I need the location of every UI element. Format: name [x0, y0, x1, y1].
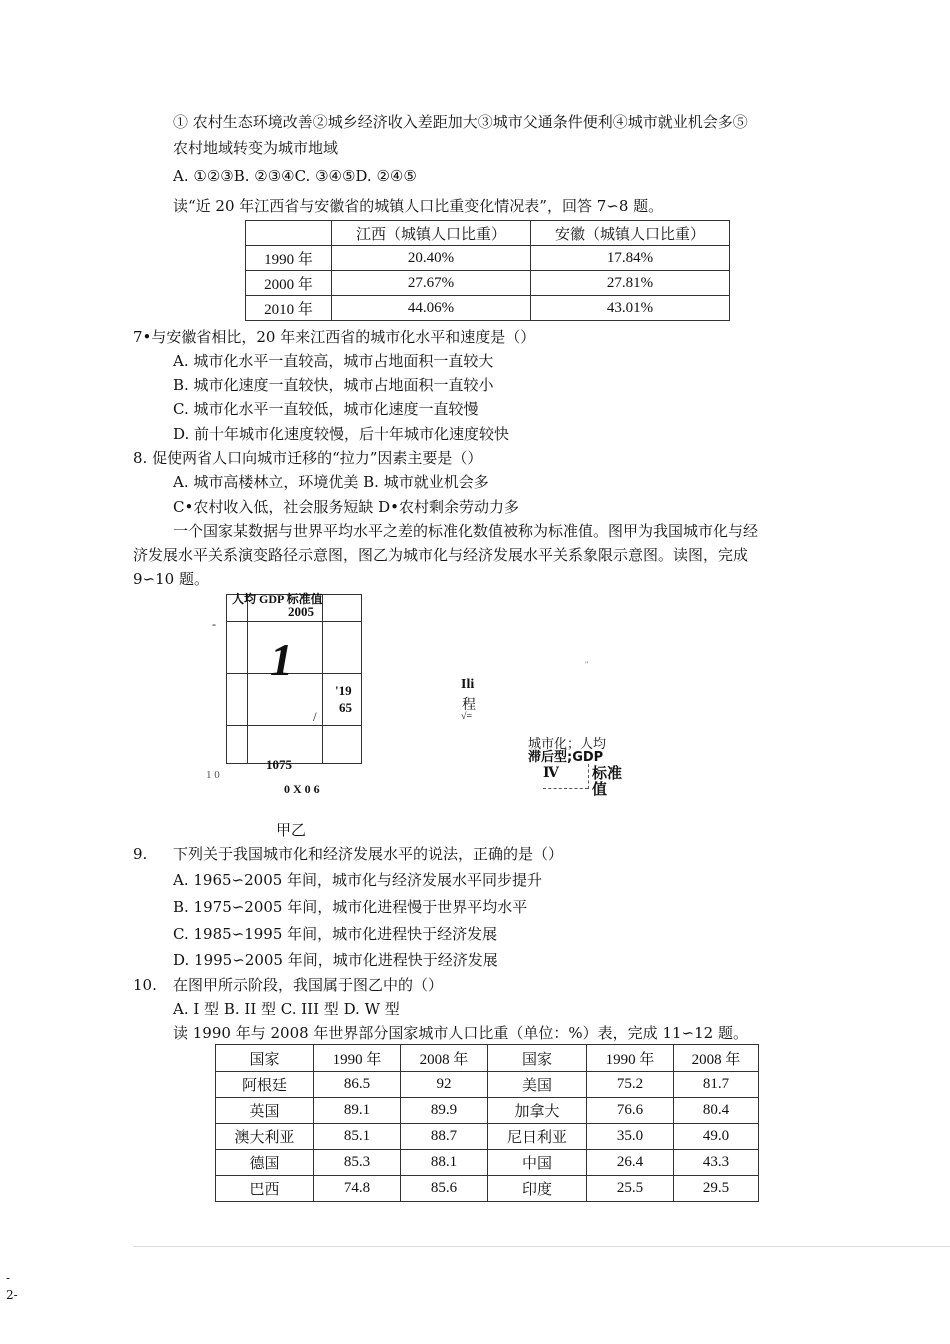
table-header: 江西（城镇人口比重）: [332, 221, 531, 246]
table-cell: 88.1: [401, 1150, 488, 1176]
quadrant-label-2: 滞后型;GDP: [528, 750, 604, 765]
q9-option-c: C. 1985∽1995 年间，城市化进程快于经济发展: [173, 925, 498, 943]
q7-option-b: B. 城市化速度一直较快，城市占地面积一直较小: [173, 376, 494, 394]
table-header: 2008 年: [674, 1045, 759, 1072]
q8-stem: 8. 促使两省人口向城市迁移的“拉力”因素主要是（）: [133, 449, 483, 467]
table-cell: 1990 年: [246, 246, 332, 271]
table-cell: 巴西: [216, 1176, 314, 1202]
q6-options: A. ①②③B. ②③④C. ③④⑤D. ②④⑤: [173, 167, 417, 185]
figure-jia-axis-label: 人均 GDP 标准值: [232, 592, 323, 606]
table-header: 国家: [216, 1045, 314, 1072]
table-cell: 74.8: [314, 1176, 401, 1202]
page-number: 2-: [6, 1288, 18, 1302]
year-1995-label-b: 65: [339, 700, 352, 715]
q9-option-a: A. 1965∽2005 年间，城市化与经济发展水平同步提升: [173, 871, 543, 889]
table-cell: 德国: [216, 1150, 314, 1176]
std-value-label-2: 值: [592, 782, 608, 798]
table-cell: 43.3: [674, 1150, 759, 1176]
table-cell: 85.6: [401, 1176, 488, 1202]
table-header: 国家: [488, 1045, 587, 1072]
figure-caption: 甲乙: [276, 821, 307, 839]
axis-bottom-cut: 0 X 0 6: [284, 782, 320, 796]
std-value-label-1: 标准: [592, 766, 623, 782]
table-cell: 尼日利亚: [488, 1124, 587, 1150]
table-cell: 86.5: [314, 1072, 401, 1098]
table-row: [246, 271, 730, 296]
type-iii-label-3: √=: [461, 711, 473, 722]
table-row: [216, 1176, 759, 1202]
table-cell: 88.7: [401, 1124, 488, 1150]
table-row: [216, 1124, 759, 1150]
table-cell: 27.67%: [332, 271, 531, 296]
q8-options-ab: A. 城市高楼林立，环境优美 B. 城市就业机会多: [173, 473, 489, 491]
table-header: 1990 年: [587, 1045, 674, 1072]
table-cell: 44.06%: [332, 296, 531, 321]
table-cell: 美国: [488, 1072, 587, 1098]
table-cell: 29.5: [674, 1176, 759, 1202]
figure-yi-mark: ": [585, 660, 589, 669]
year-2005-label: 2005: [288, 604, 314, 619]
q7-stem: 7•与安徽省相比，20 年来江西省的城市化水平和速度是（）: [133, 328, 536, 346]
table-row: [246, 246, 730, 271]
table-cell: 加拿大: [488, 1098, 587, 1124]
table-cell: 印度: [488, 1176, 587, 1202]
type-iii-label: Ili: [461, 677, 475, 692]
table-cell: 英国: [216, 1098, 314, 1124]
q9-option-b: B. 1975∽2005 年间，城市化进程慢于世界平均水平: [173, 898, 528, 916]
q9-number: 9.: [133, 845, 148, 863]
table-cell: 35.0: [587, 1124, 674, 1150]
page-dash: -: [6, 1271, 11, 1285]
table-cell: 92: [401, 1072, 488, 1098]
table-row: [246, 296, 730, 321]
table-cell: 17.84%: [531, 246, 730, 271]
dashed-axis-v: [588, 764, 589, 789]
table-row: [216, 1098, 759, 1124]
urbanization-table: [245, 220, 730, 321]
table-cell: 49.0: [674, 1124, 759, 1150]
dashed-axis-h: [543, 788, 588, 789]
table-cell: 75.2: [587, 1072, 674, 1098]
table-cell: 中国: [488, 1150, 587, 1176]
table-cell: 85.3: [314, 1150, 401, 1176]
table-cell: 26.4: [587, 1150, 674, 1176]
table-cell: 25.5: [587, 1176, 674, 1202]
table-cell: 27.81%: [531, 271, 730, 296]
year-1975-label: 1075: [266, 757, 292, 772]
q7-option-d: D. 前十年城市化速度较慢，后十年城市化速度较快: [173, 425, 510, 443]
options-line-2: 农村地域转变为城市地域: [173, 139, 339, 157]
type-iii-label-2: 程: [462, 698, 476, 713]
table-cell: 89.9: [401, 1098, 488, 1124]
intro-table2: 读 1990 年与 2008 年世界部分国家城市人口比重（单位：%）表，完成 11∽12 题。: [173, 1024, 748, 1042]
table-cell: 2010 年: [246, 296, 332, 321]
table-header: 2008 年: [401, 1045, 488, 1072]
table-cell: 89.1: [314, 1098, 401, 1124]
q9-stem: 下列关于我国城市化和经济发展水平的说法，正确的是（）: [173, 845, 564, 863]
year-1995-label-a: '19: [335, 683, 352, 698]
table-cell: 澳大利亚: [216, 1124, 314, 1150]
table-cell: 76.6: [587, 1098, 674, 1124]
paragraph-line-3: 9∽10 题。: [133, 570, 209, 588]
table-cell: 阿根廷: [216, 1072, 314, 1098]
table-row: [216, 1150, 759, 1176]
paragraph-line-1: 一个国家某数据与世界平均水平之差的标准化数值被称为标准值。图甲为我国城市化与经: [173, 522, 759, 540]
table-header: 1990 年: [314, 1045, 401, 1072]
table-cell: 20.40%: [332, 246, 531, 271]
q9-option-d: D. 1995∽2005 年间，城市化进程快于经济发展: [173, 951, 498, 969]
table-cell: 85.1: [314, 1124, 401, 1150]
axis-left-cut: 1 0: [206, 769, 220, 781]
q7-option-a: A. 城市化水平一直较高，城市占地面积一直较大: [173, 352, 494, 370]
q10-stem: 在图甲所示阶段，我国属于图乙中的（）: [173, 976, 444, 994]
footer-divider: [133, 1246, 950, 1247]
q10-number: 10.: [133, 976, 157, 994]
table-cell: 2000 年: [246, 271, 332, 296]
q7-option-c: C. 城市化水平一直较低，城市化速度一直较慢: [173, 400, 479, 418]
country-urban-table: [215, 1044, 759, 1202]
quadrant-label-1: 城市化；人均: [528, 737, 607, 752]
axis-dash: -: [212, 617, 216, 631]
type-iv-label: Ⅳ: [543, 766, 559, 781]
q8-options-cd: C•农村收入低，社会服务短缺 D•农村剩余劳动力多: [173, 498, 519, 516]
table-cell: 43.01%: [531, 296, 730, 321]
table-header: 安徽（城镇人口比重）: [531, 221, 730, 246]
table-row: [216, 1072, 759, 1098]
options-line-1: ① 农村生态环境改善②城乡经济收入差距加大③城市父通条件便利④城市就业机会多⑤: [173, 113, 748, 131]
path-arrow-mark: 1: [270, 634, 293, 685]
table-cell: 81.7: [674, 1072, 759, 1098]
paragraph-line-2: 济发展水平关系演变路径示意图，图乙为城市化与经济发展水平关系象限示意图。读图，完成: [133, 546, 749, 564]
path-slash: /: [313, 709, 317, 724]
table-cell: 80.4: [674, 1098, 759, 1124]
q10-options: A. I 型 B. II 型 C. III 型 D. W 型: [173, 1000, 400, 1018]
intro-table1: 读“近 20 年江西省与安徽省的城镇人口比重变化情况表”，回答 7∽8 题。: [173, 197, 664, 215]
table-header: [246, 221, 332, 246]
